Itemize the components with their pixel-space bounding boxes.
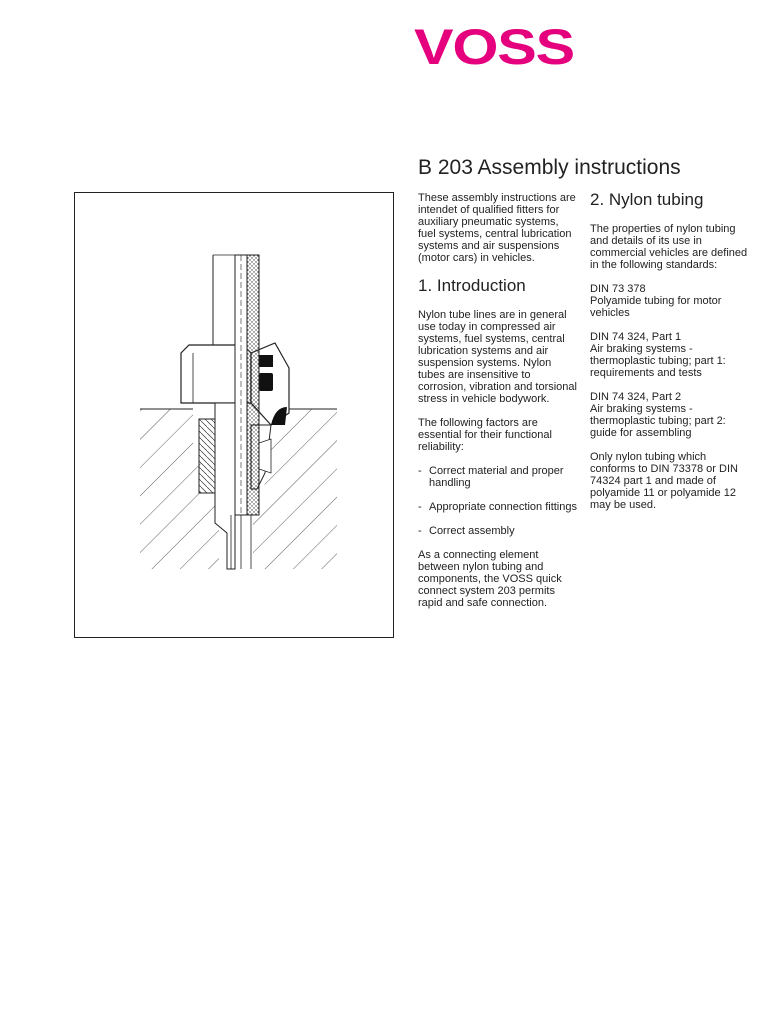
- section-1-paragraph-2-text: Nylon tubes are insensitive to corrosion, vibration and torsional stress in vehicle bodywork.: [418, 357, 577, 405]
- assembly-cross-section-figure: [74, 192, 394, 638]
- standard-code: DIN 73 378: [590, 283, 646, 295]
- standard-code: DIN 74 324, Part 2: [590, 391, 682, 403]
- list-item: - Correct assembly: [418, 525, 578, 537]
- standard-entry: [590, 283, 750, 319]
- section-1-paragraph-3: The following factors are essential for their functional reliability:: [418, 417, 552, 453]
- list-item: - Correct material and proper handling: [418, 465, 578, 489]
- section-1-paragraph-4: As a connecting element between nylon tubing and components, the VOSS quick connect system 203 permits rapid and safe connection.: [418, 549, 562, 609]
- section-1-paragraph-1-text: Nylon tube lines are in general use today in compressed air systems, fuel systems, central lubrication systems and air suspension systems.: [418, 309, 567, 369]
- intro-paragraph: These assembly instructions are intendet of qualified fitters for auxiliary pneumatic systems, fuel systems, central lubrication systems and air suspensions (motor cars) in vehicles.: [418, 192, 576, 264]
- thread-section: [199, 419, 215, 493]
- standard-entry: [590, 331, 750, 379]
- standard-entry: [590, 391, 750, 439]
- fitting-cross-section-drawing: [75, 193, 393, 637]
- tube-reinforcement: [247, 255, 259, 515]
- section-2-paragraph-1: The properties of nylon tubing and details of its use in commercial vehicles are defined in the following standards:: [590, 223, 748, 271]
- document-title: B 203 Assembly instructions: [418, 156, 681, 179]
- section-1-heading: 1. Introduction: [418, 276, 526, 295]
- standard-description: Polyamide tubing for motor vehicles: [590, 295, 722, 319]
- left-text-column: [418, 192, 578, 621]
- voss-logo-mark: [414, 24, 576, 68]
- section-2-heading: 2. Nylon tubing: [590, 190, 704, 209]
- section-1-paragraph-1: [418, 309, 578, 405]
- standard-code: DIN 74 324, Part 1: [590, 331, 682, 343]
- o-ring-lower: [259, 373, 273, 391]
- o-ring-upper: [259, 355, 273, 367]
- right-text-column: [590, 190, 750, 523]
- section-2-paragraph-2: Only nylon tubing which conforms to DIN 73378 or DIN 74324 part 1 and made of polyamide 11 or polyamide 12 may be used.: [590, 451, 738, 511]
- standard-description: Air braking systems - thermoplastic tubing; part 1: requirements and tests: [590, 343, 726, 379]
- voss-logo-text: VOSS: [414, 24, 574, 68]
- standard-description: Air braking systems - thermoplastic tubing; part 2: guide for assembling: [590, 403, 726, 439]
- list-item: - Appropriate connection fittings: [418, 501, 578, 513]
- voss-logo: [414, 24, 576, 68]
- factors-list: [418, 465, 578, 537]
